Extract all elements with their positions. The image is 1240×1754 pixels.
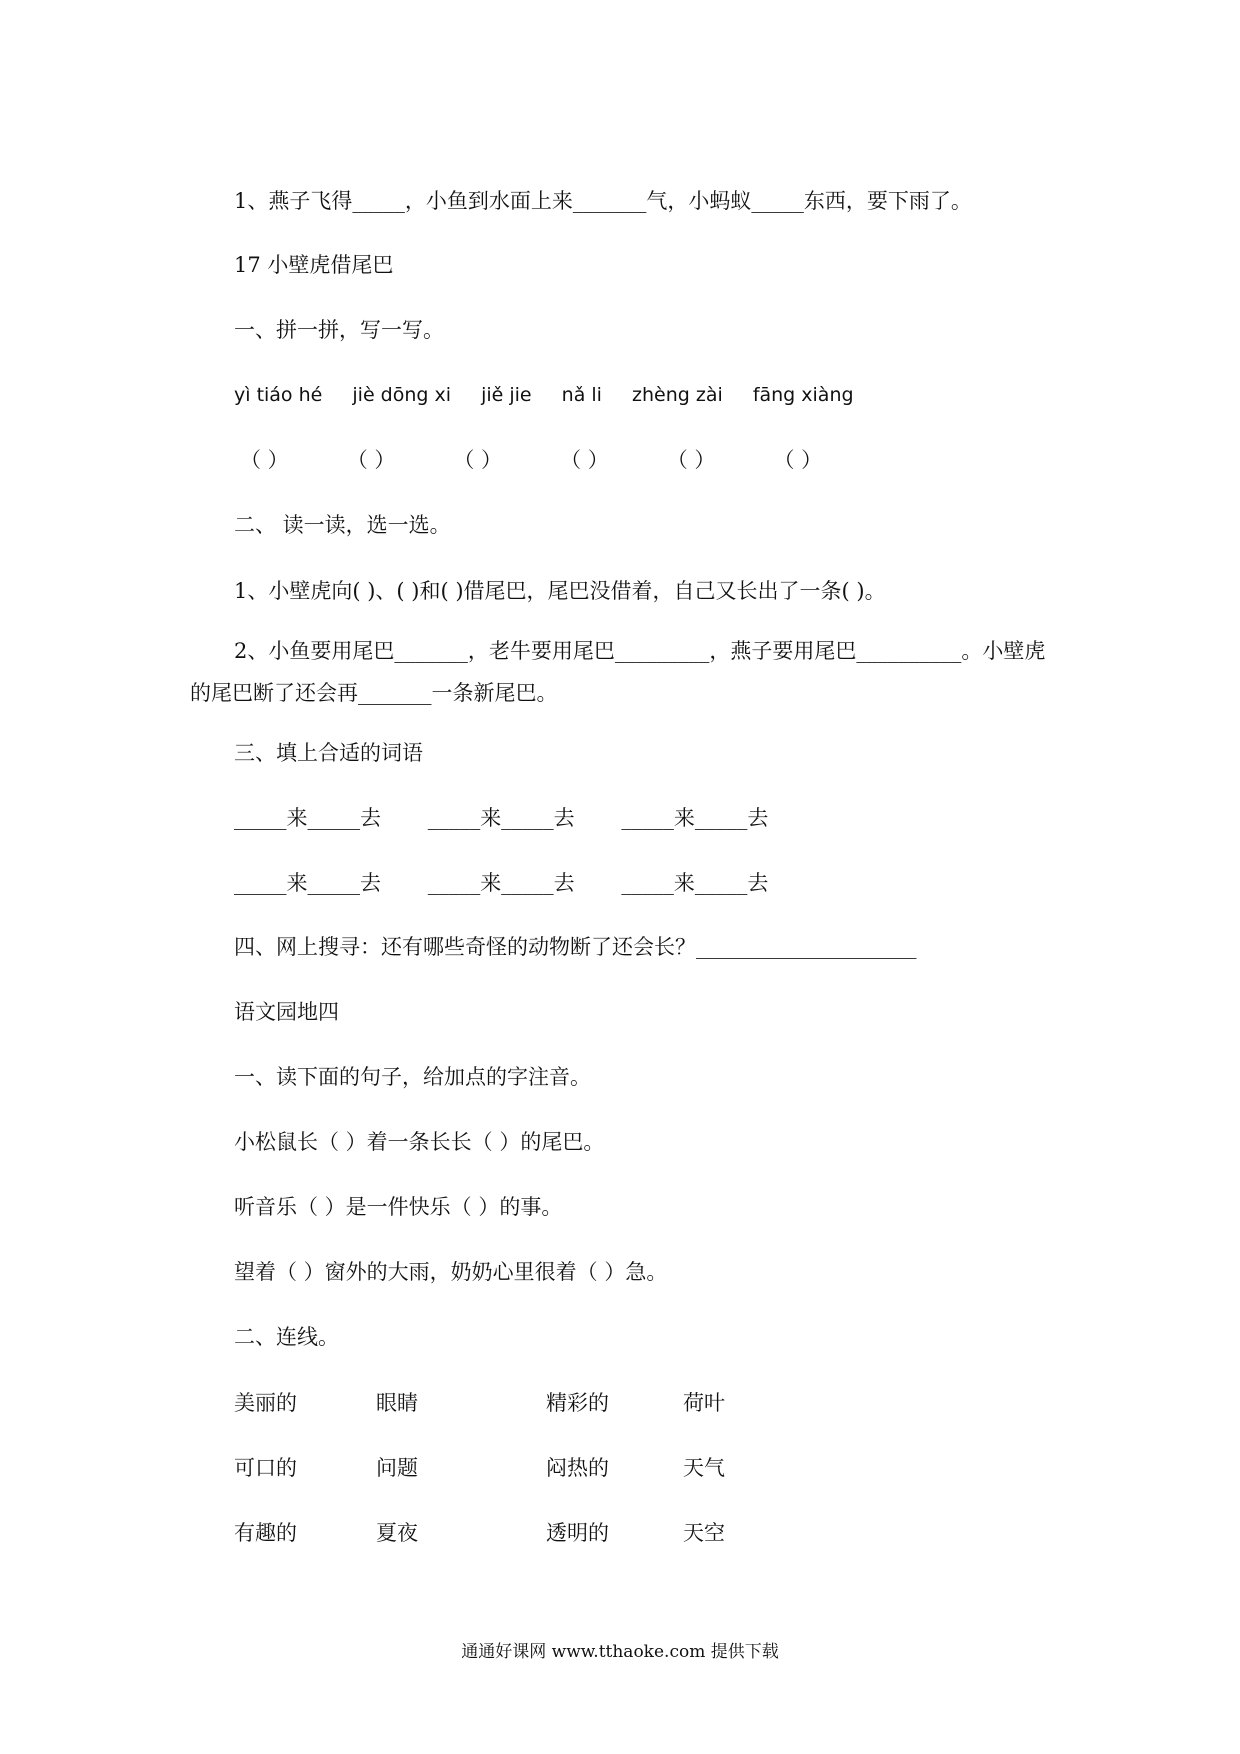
- pinyin-item: zhèng zài: [632, 384, 723, 406]
- fill-row: [234, 803, 808, 833]
- match-word: 可口的: [234, 1456, 297, 1480]
- pinyin-item: fāng xiàng: [752, 384, 854, 406]
- answer-paren: （ ）: [773, 448, 823, 472]
- question-line: 望着（ ）窗外的大雨，奶奶心里很着（ ）急。: [234, 1260, 668, 1284]
- question-line: 1、燕子飞得_____，小鱼到水面上来_______气，小蚂蚁_____东西，要下雨了。: [234, 189, 972, 213]
- match-word: 有趣的: [234, 1521, 297, 1545]
- question-line: 1、小壁虎向( )、( )和( )借尾巴，尾巴没借着，自己又长出了一条( )。: [234, 579, 886, 603]
- match-row: [234, 1387, 783, 1417]
- pinyin-item: yì tiáo hé: [234, 384, 323, 406]
- match-word: 美丽的: [234, 1391, 297, 1415]
- answer-paren: （ ）: [240, 448, 289, 472]
- fill-item: _____来_____去: [621, 871, 769, 895]
- section-heading: 二、连线。: [234, 1325, 339, 1349]
- match-word: 眼睛: [376, 1391, 418, 1415]
- answer-paren: （ ）: [453, 448, 503, 472]
- match-word: 天空: [683, 1521, 725, 1545]
- match-word: 天气: [683, 1456, 725, 1480]
- page-footer: 通通好课网 www.tthaoke.com 提供下载: [461, 1642, 779, 1662]
- fill-item: _____来_____去: [427, 871, 575, 895]
- pinyin-item: nǎ li: [561, 384, 602, 406]
- match-row: [234, 1517, 783, 1547]
- section-heading: 四、网上搜寻：还有哪些奇怪的动物断了还会长？_____________________: [234, 935, 917, 959]
- fill-item: _____来_____去: [234, 806, 381, 830]
- match-row: [234, 1452, 783, 1482]
- section-heading: 二、 读一读，选一选。: [234, 513, 451, 537]
- fill-row: [234, 868, 808, 898]
- question-line: 小松鼠长（ ）着一条长长（ ）的尾巴。: [234, 1130, 605, 1154]
- pinyin-row: [234, 380, 878, 410]
- pinyin-item: jiě jie: [481, 384, 532, 406]
- section-heading: 一、读下面的句子，给加点的字注音。: [234, 1065, 591, 1089]
- match-word: 问题: [376, 1456, 418, 1480]
- fill-item: _____来_____去: [427, 806, 575, 830]
- fill-item: _____来_____去: [621, 806, 769, 830]
- question-line: 听音乐（ ）是一件快乐（ ）的事。: [234, 1195, 563, 1219]
- fill-item: _____来_____去: [234, 871, 381, 895]
- match-word: 荷叶: [683, 1391, 725, 1415]
- pinyin-item: jiè dōng xi: [352, 384, 452, 406]
- question-paragraph: 2、小鱼要用尾巴_______，老牛要用尾巴_________，燕子要用尾巴__________。小壁虎的尾巴断了还会再_______一条新尾巴。: [190, 639, 1046, 705]
- unit-title: 语文园地四: [234, 1000, 339, 1024]
- lesson-title: 17 小壁虎借尾巴: [234, 253, 394, 277]
- section-heading: 一、拼一拼，写一写。: [234, 318, 444, 342]
- match-word: 闷热的: [546, 1456, 609, 1480]
- match-word: 透明的: [546, 1521, 609, 1545]
- section-heading: 三、填上合适的词语: [234, 741, 423, 765]
- match-word: 精彩的: [546, 1391, 609, 1415]
- answer-paren: （ ）: [560, 448, 609, 472]
- answer-paren: （ ）: [666, 448, 716, 472]
- answer-paren: （ ）: [346, 448, 396, 472]
- match-word: 夏夜: [376, 1521, 418, 1545]
- answer-parens-row: [240, 445, 873, 475]
